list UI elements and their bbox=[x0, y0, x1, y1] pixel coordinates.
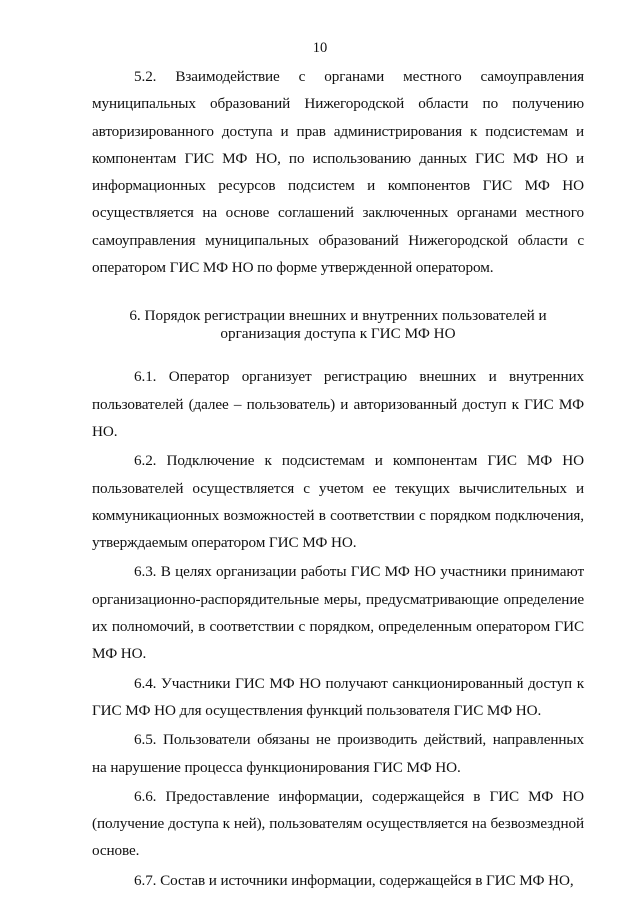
paragraph-6-1: 6.1. Оператор организует регистрацию внешних и внутренних пользователей (далее – пользователь) и авторизованный доступ к ГИС МФ НО. bbox=[92, 368, 584, 440]
paragraph-6-4: 6.4. Участники ГИС МФ НО получают санкционированный доступ к ГИС МФ НО для осуществления функций пользователя ГИС МФ НО. bbox=[92, 674, 584, 719]
paragraph-5-2: 5.2. Взаимодействие с органами местного самоуправления муниципальных образований Нижегородской области по получению авторизированного доступа и прав администрирования к подсистемам и компонентам ГИС МФ НО, по использованию данных ГИС МФ НО и информационных ресурсов подсистем и компонентов ГИС МФ НО осуществляется на основе соглашений заключенных органами местного самоуправления муниципальных образований Нижегородской области с оператором ГИС МФ НО по форме утвержденной оператором. bbox=[92, 68, 584, 277]
paragraph-6-7: 6.7. Состав и источники информации, содержащейся в ГИС МФ НО, bbox=[134, 871, 574, 889]
paragraph-6-6: 6.6. Предоставление информации, содержащейся в ГИС МФ НО (получение доступа к ней), пользователям осуществляется на безвозмездной основе. bbox=[92, 787, 584, 860]
paragraph-6-3: 6.3. В целях организации работы ГИС МФ НО участники принимают организационно-распорядительные меры, предусматривающие определение их полномочий, в соответствии с порядком, определенным оператором ГИС МФ НО. bbox=[92, 563, 584, 663]
document-body bbox=[92, 63, 584, 894]
section-6-heading bbox=[92, 307, 584, 343]
paragraph-6-5: 6.5. Пользователи обязаны не производить действий, направленных на нарушение процесса функционирования ГИС МФ НО. bbox=[92, 731, 584, 776]
paragraph-6-2: 6.2. Подключение к подсистемам и компонентам ГИС МФ НО пользователей осуществляется с учетом ее текущих вычислительных и коммуникационных возможностей в соответствии с порядком подключения, утверждаемым оператором ГИС МФ НО. bbox=[92, 452, 584, 552]
section-6-heading-line-2: организация доступа к ГИС МФ НО bbox=[220, 325, 456, 343]
section-6-heading-line-1: 6. Порядок регистрации внешних и внутренних пользователей и bbox=[129, 307, 547, 325]
page-number: 10 bbox=[312, 40, 328, 56]
